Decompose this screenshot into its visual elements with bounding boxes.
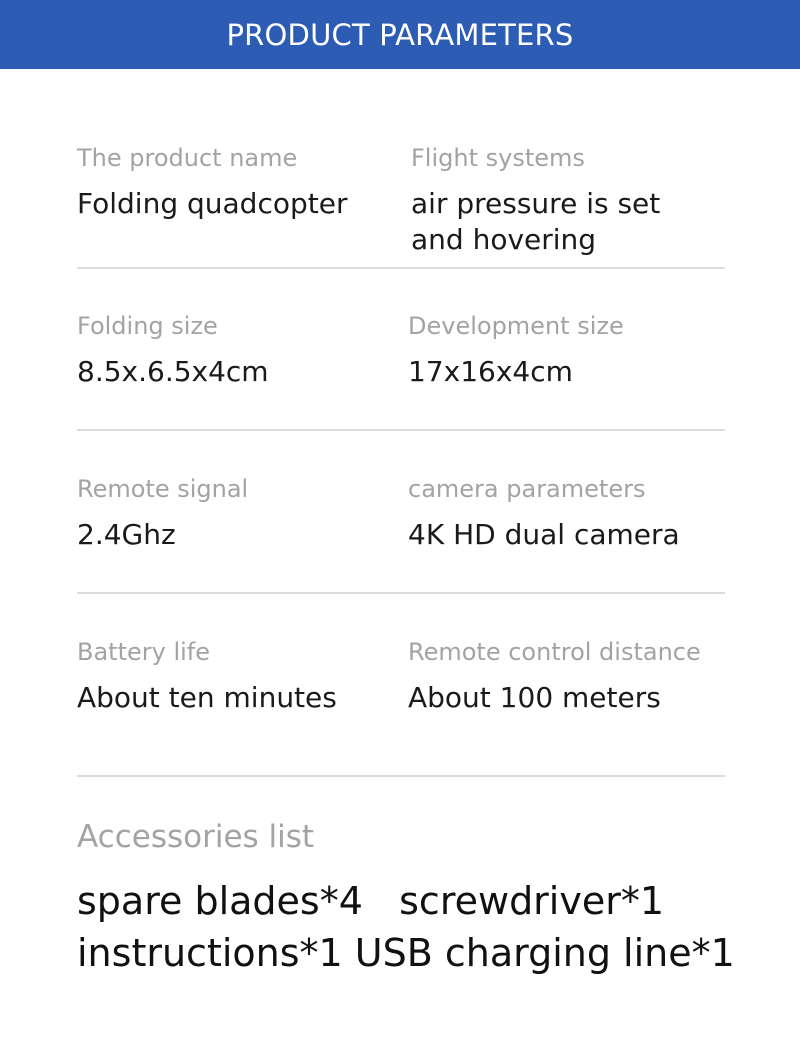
param-label: Folding size (77, 312, 218, 340)
param-value: About ten minutes (77, 681, 337, 714)
divider (77, 429, 725, 431)
page-title: PRODUCT PARAMETERS (226, 17, 574, 52)
param-value: About 100 meters (408, 681, 661, 714)
param-label: Flight systems (411, 144, 585, 172)
divider (77, 592, 725, 594)
accessories-line: instructions*1 USB charging line*1 (77, 931, 735, 975)
param-value: 17x16x4cm (408, 355, 573, 388)
param-battery-life (77, 634, 337, 716)
param-value: air pressure is set and hovering (411, 187, 661, 256)
param-value: Folding quadcopter (77, 187, 348, 220)
param-label: Battery life (77, 638, 211, 666)
param-label: camera parameters (408, 475, 646, 503)
param-camera-parameters (408, 471, 680, 553)
param-development-size (408, 308, 624, 390)
param-label: Remote control distance (408, 638, 701, 666)
accessories-label: Accessories list (77, 819, 315, 855)
accessories-line: spare blades*4 screwdriver*1 (77, 879, 665, 923)
param-value: 4K HD dual camera (408, 518, 680, 551)
divider (77, 775, 725, 777)
param-value: 8.5x.6.5x4cm (77, 355, 269, 388)
param-remote-signal (77, 471, 248, 553)
param-label: Remote signal (77, 475, 249, 503)
param-label: Development size (408, 312, 624, 340)
divider (77, 267, 725, 269)
param-label: The product name (77, 144, 298, 172)
param-value: 2.4Ghz (77, 518, 176, 551)
param-remote-control-distance (408, 634, 701, 716)
header-banner (0, 0, 800, 69)
param-flight-systems (411, 140, 660, 258)
param-product-name (77, 140, 347, 222)
param-folding-size (77, 308, 269, 390)
